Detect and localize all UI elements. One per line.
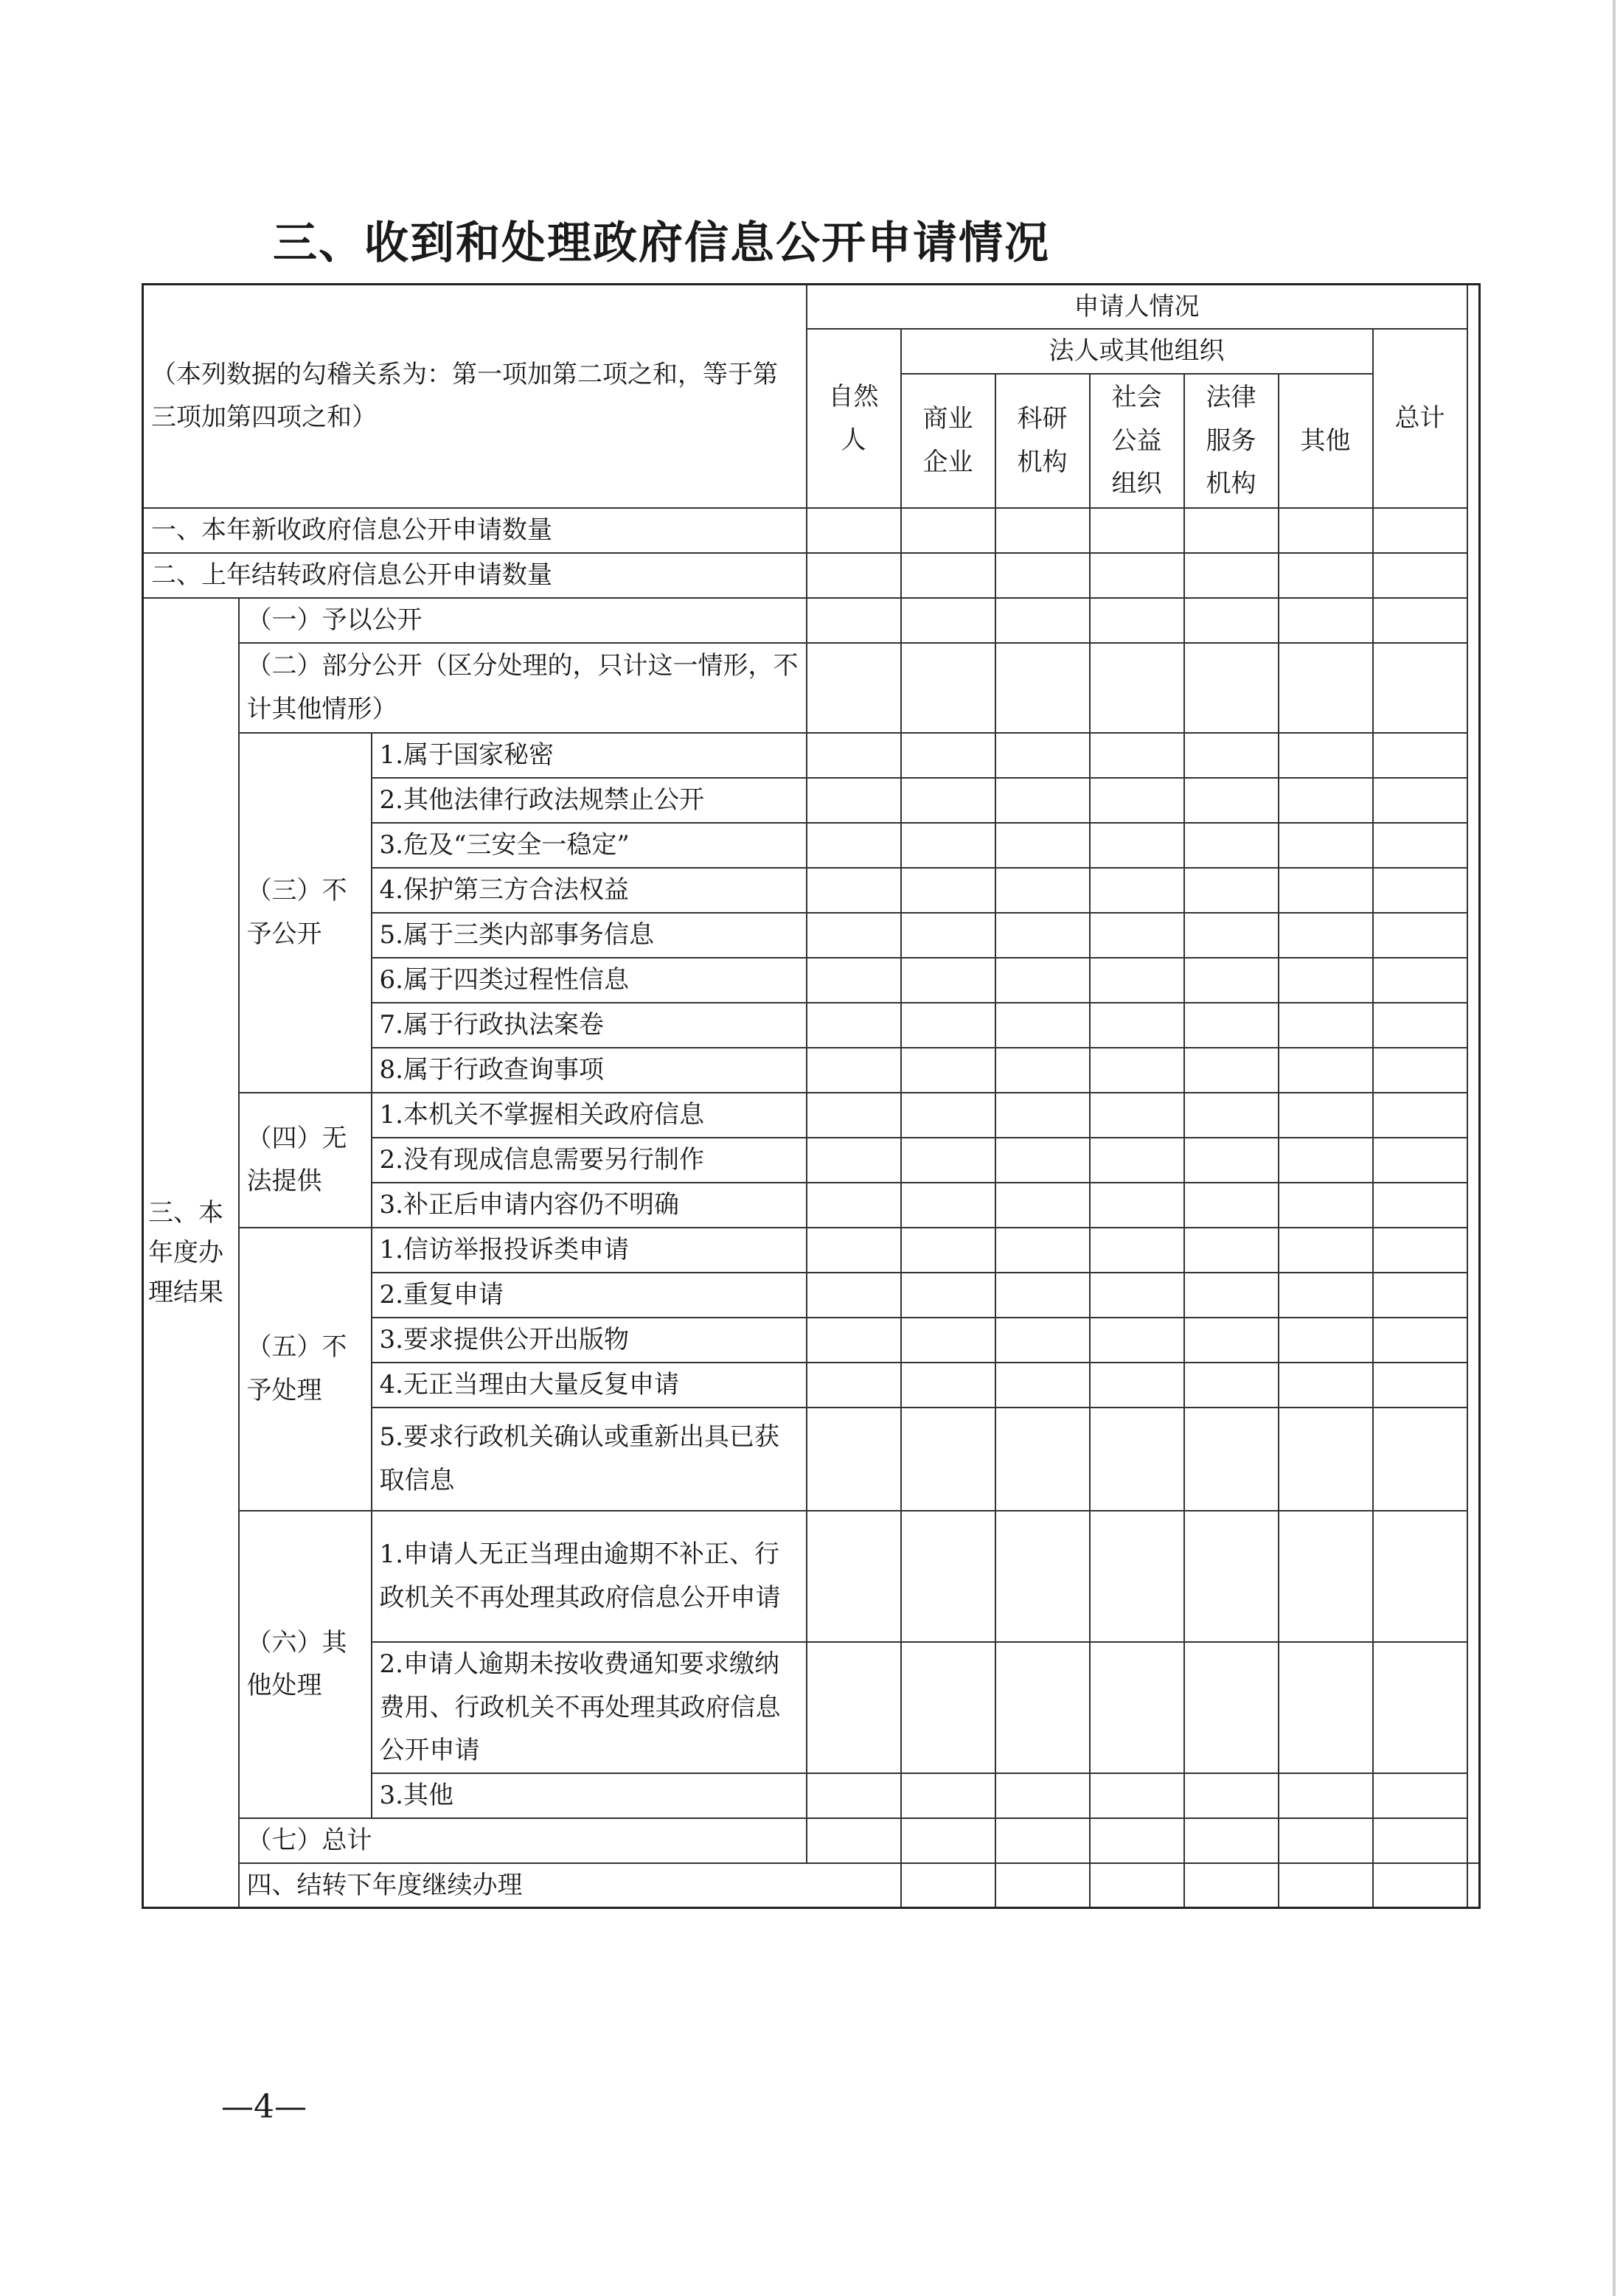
data-cell bbox=[1279, 1048, 1373, 1093]
data-cell bbox=[1373, 868, 1467, 913]
scan-edge bbox=[1613, 0, 1616, 2296]
data-cell bbox=[1373, 1408, 1467, 1511]
data-cell bbox=[1090, 778, 1184, 823]
data-cell bbox=[1373, 1273, 1467, 1318]
data-cell bbox=[1090, 1408, 1184, 1511]
data-cell bbox=[807, 1138, 901, 1183]
data-cell bbox=[807, 643, 901, 733]
data-cell bbox=[1279, 553, 1373, 598]
data-cell bbox=[1279, 1408, 1373, 1511]
data-cell bbox=[807, 1773, 901, 1818]
header-legal-service: 法律服务机构 bbox=[1184, 374, 1279, 508]
data-cell bbox=[1279, 1003, 1373, 1048]
data-cell bbox=[1184, 958, 1279, 1003]
data-cell bbox=[807, 1511, 901, 1642]
data-cell bbox=[901, 1048, 995, 1093]
data-cell bbox=[1184, 598, 1279, 643]
data-cell bbox=[1184, 1048, 1279, 1093]
header-legal-org: 法人或其他组织 bbox=[901, 329, 1373, 373]
data-cell bbox=[995, 1228, 1090, 1273]
row-not-disclosed-item: 7.属于行政执法案卷 bbox=[372, 1003, 807, 1048]
data-cell bbox=[807, 868, 901, 913]
row-not-processed-item: 5.要求行政机关确认或重新出具已获取信息 bbox=[372, 1408, 807, 1511]
table-row bbox=[143, 1228, 1480, 1273]
data-cell bbox=[1373, 508, 1467, 553]
data-cell bbox=[995, 508, 1090, 553]
data-cell bbox=[807, 1003, 901, 1048]
data-cell bbox=[807, 1093, 901, 1138]
data-cell bbox=[807, 1408, 901, 1511]
note-cell: （本列数据的勾稽关系为：第一项加第二项之和，等于第三项加第四项之和） bbox=[143, 285, 807, 508]
data-cell bbox=[807, 1642, 901, 1773]
data-cell bbox=[1090, 913, 1184, 958]
data-cell bbox=[1279, 508, 1373, 553]
data-cell bbox=[1090, 553, 1184, 598]
data-cell bbox=[807, 1818, 901, 1863]
data-cell bbox=[901, 913, 995, 958]
data-cell bbox=[901, 1138, 995, 1183]
data-cell bbox=[1279, 958, 1373, 1003]
row-not-processed-item: 4.无正当理由大量反复申请 bbox=[372, 1363, 807, 1408]
table-row bbox=[143, 553, 1480, 598]
data-cell bbox=[1373, 1511, 1467, 1642]
data-cell bbox=[1184, 868, 1279, 913]
data-cell bbox=[1373, 1363, 1467, 1408]
data-cell bbox=[1184, 643, 1279, 733]
data-cell bbox=[1090, 1773, 1184, 1818]
data-cell bbox=[807, 1363, 901, 1408]
row-partially-disclosed: （二）部分公开（区分处理的，只计这一情形，不计其他情形） bbox=[239, 643, 807, 733]
data-cell bbox=[1184, 1408, 1279, 1511]
row-not-processed-item: 1.信访举报投诉类申请 bbox=[372, 1228, 807, 1273]
data-cell bbox=[995, 1093, 1090, 1138]
data-cell bbox=[1467, 1863, 1480, 1908]
data-cell bbox=[807, 733, 901, 778]
data-cell bbox=[1373, 958, 1467, 1003]
data-cell bbox=[901, 1318, 995, 1363]
row-carry-next-year: 四、结转下年度继续办理 bbox=[239, 1863, 901, 1908]
table-row bbox=[143, 508, 1480, 553]
table-row bbox=[143, 643, 1480, 733]
data-cell bbox=[995, 553, 1090, 598]
data-cell bbox=[1279, 823, 1373, 868]
data-cell bbox=[1184, 1773, 1279, 1818]
data-cell bbox=[807, 1183, 901, 1228]
data-cell bbox=[995, 598, 1090, 643]
data-cell bbox=[1279, 868, 1373, 913]
data-cell bbox=[901, 823, 995, 868]
data-cell bbox=[995, 1408, 1090, 1511]
data-cell bbox=[995, 1511, 1090, 1642]
data-cell bbox=[1373, 1138, 1467, 1183]
data-cell bbox=[1184, 508, 1279, 553]
data-cell bbox=[807, 823, 901, 868]
data-cell bbox=[1279, 1642, 1373, 1773]
data-cell bbox=[1279, 913, 1373, 958]
data-cell bbox=[1373, 733, 1467, 778]
row-cannot-provide-item: 2.没有现成信息需要另行制作 bbox=[372, 1138, 807, 1183]
group-not-processed: （五）不予处理 bbox=[239, 1228, 372, 1511]
info-disclosure-table bbox=[142, 283, 1481, 1909]
data-cell bbox=[1090, 1048, 1184, 1093]
data-cell bbox=[1184, 1511, 1279, 1642]
table-row bbox=[143, 1863, 1480, 1908]
data-cell bbox=[995, 1048, 1090, 1093]
data-cell bbox=[1090, 643, 1184, 733]
data-cell bbox=[1090, 1318, 1184, 1363]
data-cell bbox=[1279, 1093, 1373, 1138]
data-cell bbox=[995, 778, 1090, 823]
group-other-handling: （六）其他处理 bbox=[239, 1511, 372, 1818]
table-row bbox=[143, 733, 1480, 778]
header-business: 商业企业 bbox=[901, 374, 995, 508]
data-cell bbox=[995, 1363, 1090, 1408]
data-cell bbox=[1373, 778, 1467, 823]
data-cell bbox=[1090, 1273, 1184, 1318]
data-cell bbox=[1279, 1773, 1373, 1818]
data-cell bbox=[901, 1642, 995, 1773]
data-cell bbox=[995, 1273, 1090, 1318]
data-cell bbox=[1373, 553, 1467, 598]
data-cell bbox=[1184, 1273, 1279, 1318]
data-cell bbox=[995, 868, 1090, 913]
data-cell bbox=[807, 598, 901, 643]
data-cell bbox=[1090, 1818, 1184, 1863]
page-number: —4— bbox=[221, 2088, 307, 2126]
data-cell bbox=[1184, 1818, 1279, 1863]
data-cell bbox=[1279, 1818, 1373, 1863]
data-cell bbox=[1279, 733, 1373, 778]
data-cell bbox=[1373, 643, 1467, 733]
row-other-handling-item: 3.其他 bbox=[372, 1773, 807, 1818]
table-row bbox=[143, 1511, 1480, 1642]
data-cell bbox=[901, 1183, 995, 1228]
data-cell bbox=[995, 733, 1090, 778]
header-social-welfare: 社会公益组织 bbox=[1090, 374, 1184, 508]
table-row bbox=[143, 598, 1480, 643]
data-cell bbox=[1373, 1003, 1467, 1048]
data-cell bbox=[1373, 823, 1467, 868]
data-cell bbox=[1373, 1818, 1467, 1863]
data-cell bbox=[1279, 1318, 1373, 1363]
header-natural-person: 自然人 bbox=[807, 329, 901, 507]
data-cell bbox=[901, 1003, 995, 1048]
data-cell bbox=[1373, 1183, 1467, 1228]
header-research: 科研机构 bbox=[995, 374, 1090, 508]
data-cell bbox=[1184, 1863, 1279, 1908]
data-cell bbox=[901, 1863, 995, 1908]
row-cannot-provide-item: 1.本机关不掌握相关政府信息 bbox=[372, 1093, 807, 1138]
data-cell bbox=[901, 553, 995, 598]
data-cell bbox=[995, 1138, 1090, 1183]
data-cell bbox=[995, 1183, 1090, 1228]
data-cell bbox=[1184, 1138, 1279, 1183]
row-not-disclosed-item: 2.其他法律行政法规禁止公开 bbox=[372, 778, 807, 823]
table-row bbox=[143, 1093, 1480, 1138]
data-cell bbox=[995, 1318, 1090, 1363]
data-cell bbox=[1090, 868, 1184, 913]
data-cell bbox=[901, 1273, 995, 1318]
row-grand-total: （七）总计 bbox=[239, 1818, 807, 1863]
table-row bbox=[143, 1818, 1480, 1863]
header-other: 其他 bbox=[1279, 374, 1373, 508]
data-cell bbox=[901, 778, 995, 823]
data-cell bbox=[901, 1093, 995, 1138]
row-carried-over: 二、上年结转政府信息公开申请数量 bbox=[143, 553, 807, 598]
data-cell bbox=[1090, 1183, 1184, 1228]
data-cell bbox=[1184, 1228, 1279, 1273]
data-cell bbox=[901, 1408, 995, 1511]
data-cell bbox=[1184, 733, 1279, 778]
row-new-requests: 一、本年新收政府信息公开申请数量 bbox=[143, 508, 807, 553]
section-annual-results: 三、本年度办理结果 bbox=[143, 598, 239, 1908]
data-cell bbox=[1090, 508, 1184, 553]
row-not-disclosed-item: 3.危及“三安全一稳定” bbox=[372, 823, 807, 868]
data-cell bbox=[901, 1773, 995, 1818]
row-other-handling-item: 1.申请人无正当理由逾期不补正、行政机关不再处理其政府信息公开申请 bbox=[372, 1511, 807, 1642]
data-cell bbox=[1279, 778, 1373, 823]
data-cell bbox=[1090, 1228, 1184, 1273]
data-cell bbox=[807, 1318, 901, 1363]
data-cell bbox=[1090, 733, 1184, 778]
data-cell bbox=[807, 778, 901, 823]
data-cell bbox=[1184, 1003, 1279, 1048]
row-not-processed-item: 2.重复申请 bbox=[372, 1273, 807, 1318]
data-cell bbox=[1279, 1273, 1373, 1318]
data-cell bbox=[1279, 1511, 1373, 1642]
data-cell bbox=[901, 1363, 995, 1408]
row-cannot-provide-item: 3.补正后申请内容仍不明确 bbox=[372, 1183, 807, 1228]
data-cell bbox=[807, 508, 901, 553]
data-cell bbox=[1373, 598, 1467, 643]
data-cell bbox=[807, 958, 901, 1003]
row-not-disclosed-item: 8.属于行政查询事项 bbox=[372, 1048, 807, 1093]
row-not-processed-item: 3.要求提供公开出版物 bbox=[372, 1318, 807, 1363]
data-cell bbox=[1279, 1863, 1373, 1908]
data-cell bbox=[1090, 1003, 1184, 1048]
row-not-disclosed-item: 4.保护第三方合法权益 bbox=[372, 868, 807, 913]
data-cell bbox=[1279, 1363, 1373, 1408]
data-cell bbox=[1373, 1048, 1467, 1093]
data-cell bbox=[995, 1773, 1090, 1818]
data-cell bbox=[1373, 913, 1467, 958]
data-cell bbox=[1090, 1511, 1184, 1642]
data-cell bbox=[995, 823, 1090, 868]
data-cell bbox=[995, 1003, 1090, 1048]
data-cell bbox=[1373, 1863, 1467, 1908]
data-cell bbox=[807, 1228, 901, 1273]
data-cell bbox=[1373, 1093, 1467, 1138]
data-cell bbox=[1090, 1093, 1184, 1138]
row-disclosed: （一）予以公开 bbox=[239, 598, 807, 643]
data-cell bbox=[901, 958, 995, 1003]
data-cell bbox=[1184, 913, 1279, 958]
header-applicant: 申请人情况 bbox=[807, 285, 1467, 330]
data-cell bbox=[1279, 1138, 1373, 1183]
data-cell bbox=[1184, 1363, 1279, 1408]
data-cell bbox=[1184, 1183, 1279, 1228]
data-cell bbox=[995, 643, 1090, 733]
data-cell bbox=[1373, 1318, 1467, 1363]
data-cell bbox=[807, 1048, 901, 1093]
data-cell bbox=[1090, 598, 1184, 643]
data-cell bbox=[995, 958, 1090, 1003]
data-cell bbox=[995, 1642, 1090, 1773]
data-cell bbox=[901, 508, 995, 553]
data-cell bbox=[1090, 823, 1184, 868]
data-cell bbox=[1184, 778, 1279, 823]
group-cannot-provide: （四）无法提供 bbox=[239, 1093, 372, 1228]
data-cell bbox=[1184, 1318, 1279, 1363]
data-cell bbox=[1373, 1228, 1467, 1273]
data-cell bbox=[901, 733, 995, 778]
row-not-disclosed-item: 1.属于国家秘密 bbox=[372, 733, 807, 778]
data-cell bbox=[1279, 1183, 1373, 1228]
row-not-disclosed-item: 5.属于三类内部事务信息 bbox=[372, 913, 807, 958]
data-cell bbox=[1184, 553, 1279, 598]
data-cell bbox=[1373, 1642, 1467, 1773]
page-title: 三、收到和处理政府信息公开申请情况 bbox=[273, 218, 1050, 269]
data-cell bbox=[1090, 1642, 1184, 1773]
data-cell bbox=[1090, 958, 1184, 1003]
data-cell bbox=[1090, 1863, 1184, 1908]
row-not-disclosed-item: 6.属于四类过程性信息 bbox=[372, 958, 807, 1003]
row-other-handling-item: 2.申请人逾期未按收费通知要求缴纳费用、行政机关不再处理其政府信息公开申请 bbox=[372, 1642, 807, 1773]
data-cell bbox=[995, 913, 1090, 958]
data-cell bbox=[807, 913, 901, 958]
header-total: 总计 bbox=[1373, 329, 1467, 507]
data-cell bbox=[901, 868, 995, 913]
data-cell bbox=[1279, 1228, 1373, 1273]
data-cell bbox=[901, 598, 995, 643]
data-cell bbox=[807, 1273, 901, 1318]
data-cell bbox=[1184, 1642, 1279, 1773]
data-cell bbox=[901, 1511, 995, 1642]
data-cell bbox=[995, 1818, 1090, 1863]
data-cell bbox=[901, 643, 995, 733]
data-cell bbox=[1184, 823, 1279, 868]
data-cell bbox=[807, 553, 901, 598]
data-cell bbox=[901, 1818, 995, 1863]
group-not-disclosed: （三）不予公开 bbox=[239, 733, 372, 1093]
data-cell bbox=[1373, 1773, 1467, 1818]
data-cell bbox=[1279, 598, 1373, 643]
data-cell bbox=[901, 1228, 995, 1273]
data-cell bbox=[995, 1863, 1090, 1908]
data-cell bbox=[1184, 1093, 1279, 1138]
data-cell bbox=[1090, 1138, 1184, 1183]
data-cell bbox=[1279, 643, 1373, 733]
data-cell bbox=[1090, 1363, 1184, 1408]
